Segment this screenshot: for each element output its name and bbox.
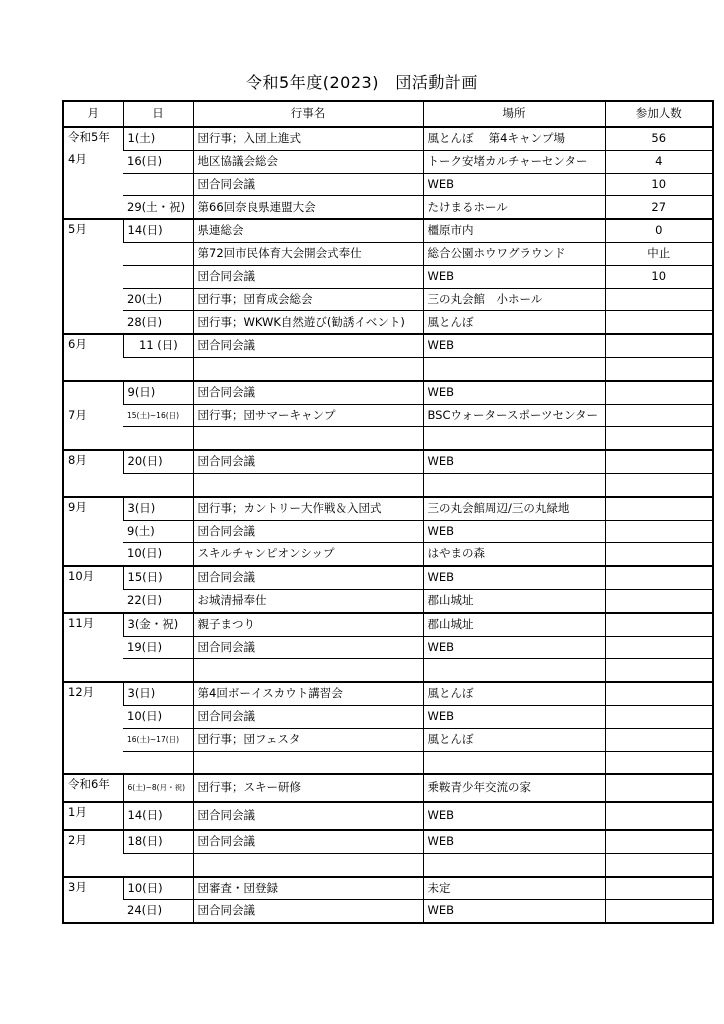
place-cell: WEB: [423, 900, 605, 923]
participants-cell: [605, 450, 713, 473]
place-cell: WEB: [423, 381, 605, 404]
event-cell: 団行事；スキー研修: [193, 774, 423, 802]
event-cell: お城清掃奉仕: [193, 589, 423, 612]
date-cell: 9(日): [123, 381, 193, 404]
date-cell: 24(日): [123, 900, 193, 923]
table-row: [63, 774, 713, 802]
place-cell: 未定: [423, 877, 605, 900]
participants-cell: [605, 877, 713, 900]
table-row: [63, 900, 713, 923]
table-row: [63, 589, 713, 612]
place-cell: WEB: [423, 450, 605, 473]
date-cell: [123, 751, 193, 774]
table-row: [63, 682, 713, 705]
date-cell: 3(日): [123, 682, 193, 705]
month-label: 1月: [68, 805, 87, 820]
event-cell: 団審査・団登録: [193, 877, 423, 900]
participants-cell: [605, 381, 713, 404]
event-cell: 第4回ボーイスカウト講習会: [193, 682, 423, 705]
event-cell: [193, 427, 423, 450]
schedule-table: [62, 100, 714, 924]
month-label: 12月: [68, 685, 95, 700]
place-cell: 風とんぼ: [423, 728, 605, 751]
place-cell: [423, 427, 605, 450]
participants-cell: [605, 357, 713, 380]
participants-cell: [605, 497, 713, 520]
month-cell: [63, 497, 123, 566]
header-row: [63, 101, 713, 127]
month-label: 3月: [68, 879, 87, 894]
participants-cell: [605, 520, 713, 543]
month-label: 7月: [68, 407, 87, 422]
participants-cell: 10: [605, 265, 713, 288]
participants-cell: [605, 728, 713, 751]
place-cell: [423, 659, 605, 682]
month-label: 6月: [68, 337, 87, 352]
event-cell: 団合同会議: [193, 173, 423, 196]
place-cell: WEB: [423, 173, 605, 196]
date-cell: 18(日): [123, 830, 193, 853]
header-participants: 参加人数: [605, 101, 713, 127]
date-cell: 29(土・祝): [123, 196, 193, 219]
month-cell: [63, 682, 123, 774]
event-cell: 団行事；団フェスタ: [193, 728, 423, 751]
month-cell: [63, 830, 123, 877]
place-cell: WEB: [423, 636, 605, 659]
table-row: [63, 877, 713, 900]
participants-cell: [605, 774, 713, 802]
table-row: [63, 311, 713, 334]
date-cell: 6(土)~8(月・祝): [123, 774, 193, 802]
month-label: 令和6年: [68, 777, 110, 792]
event-cell: 第72回市民体育大会開会式奉仕: [193, 242, 423, 265]
event-cell: 親子まつり: [193, 613, 423, 636]
header-event: 行事名: [193, 101, 423, 127]
participants-cell: [605, 543, 713, 566]
schedule-body: [63, 127, 713, 923]
date-cell: 16(日): [123, 150, 193, 173]
date-cell: 14(日): [123, 219, 193, 242]
table-row: [63, 404, 713, 427]
participants-cell: 10: [605, 173, 713, 196]
table-row: [63, 543, 713, 566]
date-cell: 22(日): [123, 589, 193, 612]
month-cell: [63, 802, 123, 830]
header-month: 月: [63, 101, 123, 127]
participants-cell: [605, 473, 713, 496]
date-cell: [123, 265, 193, 288]
table-row: [63, 196, 713, 219]
table-row: [63, 473, 713, 496]
date-cell: [123, 853, 193, 876]
participants-cell: 27: [605, 196, 713, 219]
place-cell: WEB: [423, 265, 605, 288]
date-cell: 1(土): [123, 127, 193, 150]
place-cell: はやまの森: [423, 543, 605, 566]
date-cell: [123, 659, 193, 682]
event-cell: 団合同会議: [193, 566, 423, 589]
participants-cell: [605, 705, 713, 728]
participants-cell: [605, 802, 713, 830]
table-row: [63, 705, 713, 728]
month-label: 9月: [68, 499, 87, 514]
table-row: [63, 265, 713, 288]
event-cell: 団行事；カントリー大作戦＆入団式: [193, 497, 423, 520]
date-cell: 19(日): [123, 636, 193, 659]
table-row: [63, 566, 713, 589]
place-cell: トーク安堵カルチャーセンター: [423, 150, 605, 173]
month-cell: [63, 219, 123, 334]
participants-cell: 0: [605, 219, 713, 242]
event-cell: [193, 659, 423, 682]
event-cell: 団合同会議: [193, 520, 423, 543]
place-cell: 郡山城址: [423, 613, 605, 636]
table-row: [63, 242, 713, 265]
participants-cell: [605, 613, 713, 636]
month-label: 10月: [68, 569, 95, 584]
table-row: [63, 636, 713, 659]
date-cell: [123, 357, 193, 380]
month-cell: [63, 566, 123, 613]
place-cell: 三の丸会館周辺/三の丸緑地: [423, 497, 605, 520]
event-cell: 地区協議会総会: [193, 150, 423, 173]
table-row: [63, 288, 713, 311]
participants-cell: [605, 751, 713, 774]
place-cell: 総合公園ホウワグラウンド: [423, 242, 605, 265]
event-cell: [193, 853, 423, 876]
table-row: [63, 659, 713, 682]
place-cell: 風とんぼ: [423, 682, 605, 705]
event-cell: 団合同会議: [193, 705, 423, 728]
event-cell: スキルチャンピオンシップ: [193, 543, 423, 566]
event-cell: 団行事；団育成会総会: [193, 288, 423, 311]
event-cell: 団合同会議: [193, 636, 423, 659]
event-cell: [193, 357, 423, 380]
table-row: [63, 173, 713, 196]
event-cell: [193, 751, 423, 774]
participants-cell: 中止: [605, 242, 713, 265]
event-cell: 団行事；入団上進式: [193, 127, 423, 150]
place-cell: 郡山城址: [423, 589, 605, 612]
date-cell: 20(日): [123, 450, 193, 473]
date-cell: 3(金・祝): [123, 613, 193, 636]
place-cell: [423, 357, 605, 380]
date-cell: [123, 427, 193, 450]
page-title: 令和5年度(2023) 団活動計画: [246, 73, 478, 92]
event-cell: 団合同会議: [193, 334, 423, 357]
date-cell: [123, 173, 193, 196]
place-cell: [423, 853, 605, 876]
place-cell: 三の丸会館 小ホール: [423, 288, 605, 311]
table-row: [63, 334, 713, 357]
table-row: [63, 381, 713, 404]
date-cell: [123, 242, 193, 265]
table-row: [63, 853, 713, 876]
event-cell: 県連総会: [193, 219, 423, 242]
table-row: [63, 127, 713, 150]
participants-cell: [605, 334, 713, 357]
date-cell: 16(土)~17(日): [123, 728, 193, 751]
event-cell: [193, 473, 423, 496]
event-cell: 団合同会議: [193, 450, 423, 473]
table-row: [63, 830, 713, 853]
place-cell: WEB: [423, 830, 605, 853]
month-label: 11月: [68, 615, 95, 630]
participants-cell: [605, 404, 713, 427]
event-cell: 第66回奈良県連盟大会: [193, 196, 423, 219]
month-label: 8月: [68, 453, 87, 468]
month-label: 5月: [68, 222, 87, 237]
place-cell: 橿原市内: [423, 219, 605, 242]
table-row: [63, 357, 713, 380]
date-cell: 14(日): [123, 802, 193, 830]
table-row: [63, 728, 713, 751]
table-row: [63, 497, 713, 520]
table-row: [63, 450, 713, 473]
participants-cell: [605, 830, 713, 853]
place-cell: 風とんぼ: [423, 311, 605, 334]
participants-cell: [605, 853, 713, 876]
event-cell: 団行事；団サマーキャンプ: [193, 404, 423, 427]
date-cell: 11 (日): [123, 334, 193, 357]
date-cell: 15(土)~16(日): [123, 404, 193, 427]
place-cell: BSCウォータースポーツセンター: [423, 404, 605, 427]
participants-cell: [605, 659, 713, 682]
month-cell: [63, 774, 123, 802]
place-cell: たけまるホール: [423, 196, 605, 219]
participants-cell: [605, 682, 713, 705]
month-label: 4月: [68, 151, 87, 166]
header-day: 日: [123, 101, 193, 127]
month-cell: [63, 381, 123, 450]
participants-cell: [605, 589, 713, 612]
participants-cell: [605, 311, 713, 334]
date-cell: [123, 473, 193, 496]
month-label: 令和5年: [68, 130, 110, 144]
table-row: [63, 751, 713, 774]
participants-cell: [605, 566, 713, 589]
month-cell: [63, 613, 123, 682]
month-cell: [63, 127, 123, 219]
header-place: 場所: [423, 101, 605, 127]
event-cell: 団合同会議: [193, 265, 423, 288]
table-row: [63, 427, 713, 450]
event-cell: 団合同会議: [193, 381, 423, 404]
place-cell: WEB: [423, 334, 605, 357]
date-cell: 28(日): [123, 311, 193, 334]
place-cell: [423, 473, 605, 496]
date-cell: 9(土): [123, 520, 193, 543]
participants-cell: 56: [605, 127, 713, 150]
date-cell: 20(土): [123, 288, 193, 311]
month-cell: [63, 334, 123, 381]
place-cell: [423, 751, 605, 774]
participants-cell: [605, 288, 713, 311]
table-row: [63, 520, 713, 543]
place-cell: 乗鞍青少年交流の家: [423, 774, 605, 802]
event-cell: 団合同会議: [193, 900, 423, 923]
event-cell: 団行事；WKWK自然遊び(勧誘イベント): [193, 311, 423, 334]
place-cell: WEB: [423, 705, 605, 728]
participants-cell: [605, 636, 713, 659]
place-cell: WEB: [423, 520, 605, 543]
date-cell: 15(日): [123, 566, 193, 589]
participants-cell: 4: [605, 150, 713, 173]
month-cell: [63, 450, 123, 497]
date-cell: 10(日): [123, 877, 193, 900]
date-cell: 10(日): [123, 543, 193, 566]
date-cell: 3(日): [123, 497, 193, 520]
table-row: [63, 613, 713, 636]
participants-cell: [605, 427, 713, 450]
date-cell: 10(日): [123, 705, 193, 728]
event-cell: 団合同会議: [193, 802, 423, 830]
place-cell: WEB: [423, 566, 605, 589]
table-row: [63, 150, 713, 173]
table-row: [63, 219, 713, 242]
month-label: 2月: [68, 832, 87, 847]
month-cell: [63, 877, 123, 924]
participants-cell: [605, 900, 713, 923]
table-row: [63, 802, 713, 830]
event-cell: 団合同会議: [193, 830, 423, 853]
place-cell: WEB: [423, 802, 605, 830]
place-cell: 風とんぼ 第4キャンプ場: [423, 127, 605, 150]
